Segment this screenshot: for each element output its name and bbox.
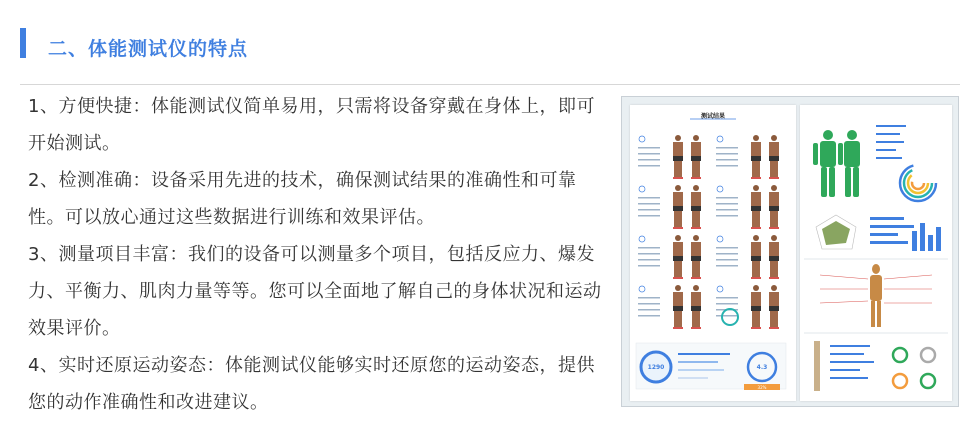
report-screenshot: [621, 96, 959, 407]
score-left: 1290: [647, 364, 665, 371]
report-page-left: [630, 105, 796, 401]
report-page-right: [800, 105, 952, 401]
feature-item-1: 1、方便快捷：体能测试仪简单易用，只需将设备穿戴在身体上，即可开始测试。: [28, 96, 595, 154]
report-right-graphics: [800, 105, 952, 401]
feature-item-3: 3、测量项目丰富：我们的设备可以测量多个项目，包括反应力、爆发力、平衡力、肌肉力量等等。您可以全面地了解自己的身体状况和运动效果评价。: [28, 244, 602, 339]
section-title: 二、体能测试仪的特点: [48, 38, 249, 60]
section-accent-bar: [20, 28, 26, 58]
feature-item-4: 4、实时还原运动姿态：体能测试仪能够实时还原您的运动姿态，提供您的动作准确性和改进建议。: [28, 355, 595, 413]
section-divider: [20, 84, 960, 85]
feature-item-2: 2、检测准确：设备采用先进的技术，确保测试结果的准确性和可靠性。可以放心通过这些数据进行训练和效果评估。: [28, 170, 577, 228]
report-left-graphics: [630, 105, 796, 401]
feature-list: [28, 88, 613, 421]
score-right: 4.3: [756, 364, 768, 371]
percent-label: 32%: [757, 385, 767, 390]
report-title: 测试结果: [700, 113, 725, 120]
